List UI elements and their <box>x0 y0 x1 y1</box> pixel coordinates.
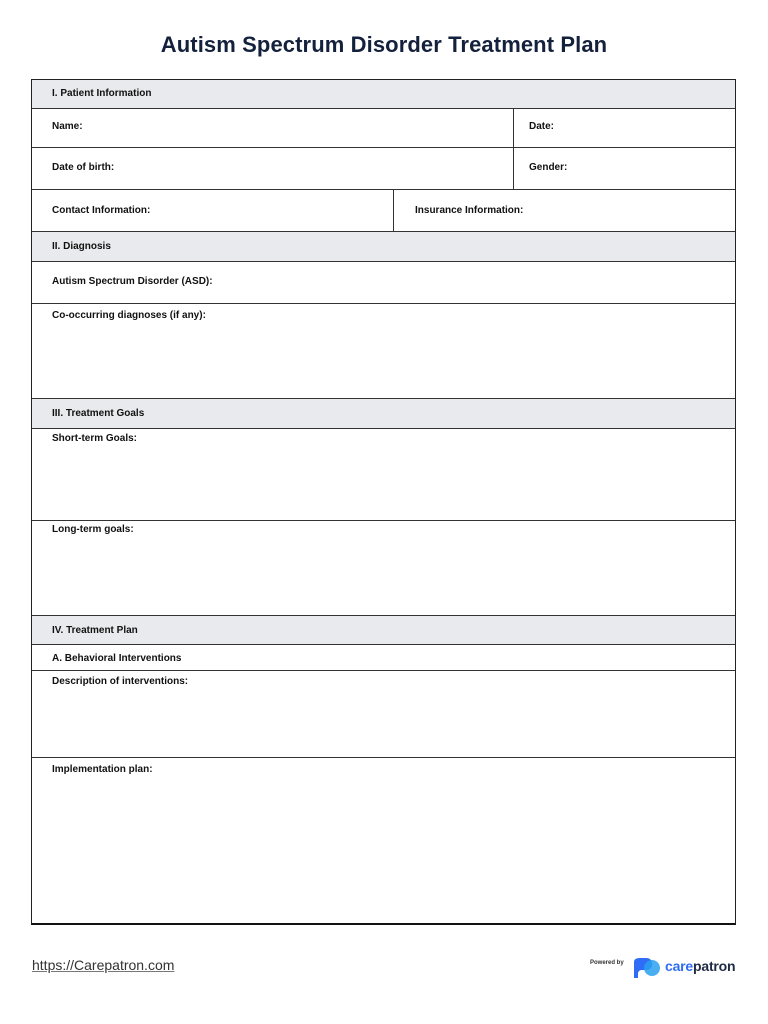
carepatron-website-link[interactable]: https://Carepatron.com <box>32 957 175 973</box>
brand-patron: patron <box>693 958 736 974</box>
asd-label: Autism Spectrum Disorder (ASD): <box>52 276 213 287</box>
cooccurring-field[interactable] <box>32 304 735 399</box>
dob-gender-row <box>32 148 735 190</box>
dob-label: Date of birth: <box>52 162 115 173</box>
asd-field[interactable] <box>32 262 735 304</box>
short-term-goals-field[interactable] <box>32 429 735 521</box>
brand-care: care <box>665 958 694 974</box>
section-header-patient-information <box>32 80 735 109</box>
page-title: Autism Spectrum Disorder Treatment Plan <box>160 32 608 57</box>
description-label: Description of interventions: <box>52 676 189 687</box>
contact-label: Contact Information: <box>52 205 151 216</box>
behavioral-interventions-label: A. Behavioral Interventions <box>52 653 182 664</box>
name-date-row <box>32 109 735 148</box>
carepatron-brand <box>665 958 735 974</box>
section-header-treatment-plan <box>32 616 735 645</box>
section-title: III. Treatment Goals <box>52 408 145 419</box>
short-term-goals-label: Short-term Goals: <box>52 433 138 444</box>
treatment-plan-form <box>31 79 736 925</box>
date-field[interactable] <box>513 109 737 147</box>
contact-insurance-row <box>32 190 735 232</box>
powered-by-label: Powered by <box>590 960 624 966</box>
name-field[interactable] <box>32 109 513 147</box>
cooccurring-label: Co-occurring diagnoses (if any): <box>52 310 206 321</box>
gender-label: Gender: <box>529 162 568 173</box>
insurance-field[interactable] <box>393 190 737 231</box>
long-term-goals-label: Long-term goals: <box>52 524 134 535</box>
gender-field[interactable] <box>513 148 737 189</box>
section-title: I. Patient Information <box>52 88 152 99</box>
section-header-treatment-goals <box>32 399 735 429</box>
behavioral-interventions-row <box>32 645 735 671</box>
section-header-diagnosis <box>32 232 735 262</box>
implementation-plan-field[interactable] <box>32 758 735 924</box>
name-label: Name: <box>52 121 83 132</box>
section-title: II. Diagnosis <box>52 241 111 252</box>
description-field[interactable] <box>32 671 735 758</box>
implementation-plan-label: Implementation plan: <box>52 764 153 775</box>
section-title: IV. Treatment Plan <box>52 625 138 636</box>
dob-field[interactable] <box>32 148 513 189</box>
insurance-label: Insurance Information: <box>415 205 524 216</box>
contact-field[interactable] <box>32 190 393 231</box>
date-label: Date: <box>529 121 555 132</box>
long-term-goals-field[interactable] <box>32 521 735 616</box>
